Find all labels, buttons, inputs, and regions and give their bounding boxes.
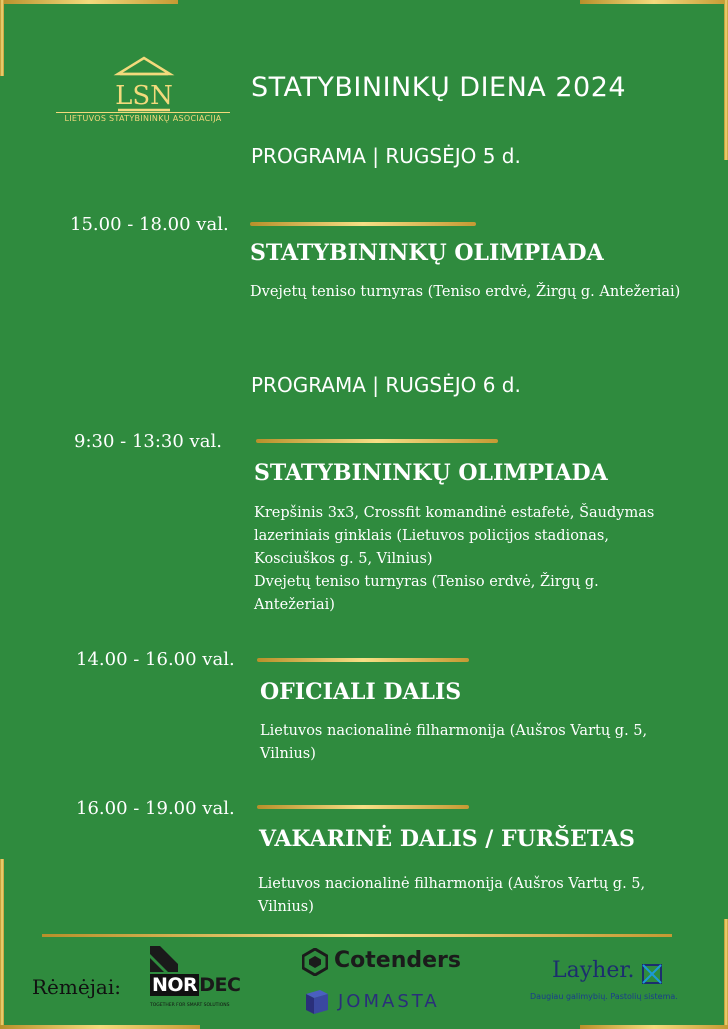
cotenders-wordmark: Cotenders [334,948,461,973]
description-line: Lietuvos nacionalinė filharmonija (Aušros Vartų g. 5, [260,723,648,739]
logo-divider [56,112,230,113]
corner-accent-top-right [580,0,728,4]
event-description [260,720,647,766]
description-line: Lietuvos nacionalinė filharmonija (Aušros Vartų g. 5, [258,876,646,892]
event-time: 14.00 - 16.00 val. [76,649,235,670]
program-day2-label: PROGRAMA | RUGSĖJO 6 d. [251,373,521,397]
event-title: OFICIALI DALIS [260,679,462,705]
corner-accent-top-right-vertical [724,0,728,160]
gold-divider [256,439,498,443]
event-title: STATYBININKŲ OLIMPIADA [250,240,604,266]
description-line: Dvejetų teniso turnyras (Teniso erdvė, Žirgų g. [254,574,599,590]
event-title: STATYBININKŲ OLIMPIADA [254,460,608,486]
event-time: 16.00 - 19.00 val. [76,798,235,819]
cotenders-hexagon-icon [302,948,328,976]
event-description [250,281,680,304]
layher-scaffold-icon [642,964,662,984]
jomasta-wordmark: JOMASTA [338,991,440,1012]
gold-divider [257,658,469,662]
layher-tagline: Daugiau galimybių. Pastolių sistema. [530,992,678,1001]
corner-accent-bottom-left-vertical [0,859,4,1029]
layher-wordmark: Layher. [552,958,635,983]
gold-divider [257,805,469,809]
program-day1-label: PROGRAMA | RUGSĖJO 5 d. [251,144,521,168]
corner-accent-top-left [0,0,178,4]
gold-divider [250,222,476,226]
description-line: Kosciuškos g. 5, Vilnius) [254,551,433,567]
corner-accent-bottom-right-vertical [724,919,728,1029]
description-line: Vilnius) [260,746,316,762]
sponsor-nordec-logo [150,946,242,1016]
sponsors-divider [42,934,672,937]
logo-text: LIETUVOS STATYBININKŲ ASOCIACIJA [64,114,222,123]
jomasta-cube-icon [306,990,328,1014]
corner-accent-bottom-left [0,1025,200,1029]
description-line: Antežeriai) [254,597,335,613]
event-description [258,873,645,919]
description-line: Dvejetų teniso turnyras (Teniso erdvė, Žirgų g. Antežeriai) [250,284,681,300]
nordec-mark-icon [150,946,178,972]
event-time: 9:30 - 13:30 val. [74,431,222,452]
description-line: Krepšinis 3x3, Crossfit komandinė estafetė, Šaudymas [254,505,655,521]
nordec-wordmark: NOR DEC [152,974,241,996]
event-title: VAKARINĖ DALIS / FURŠETAS [259,826,635,852]
logo-monogram: LSN [115,81,173,111]
event-time: 15.00 - 18.00 val. [70,214,229,235]
description-line: lazeriniais ginklais (Lietuvos policijos stadionas, [254,528,609,544]
event-description [254,502,654,617]
description-line: Vilnius) [258,899,314,915]
page-title: STATYBININKŲ DIENA 2024 [251,72,627,103]
sponsors-label: Rėmėjai: [32,975,121,999]
corner-accent-top-left-vertical [0,0,4,76]
nordec-tagline: TOGETHER FOR SMART SOLUTIONS [150,1003,230,1008]
corner-accent-bottom-right [580,1025,728,1029]
sponsor-layher-logo [528,958,678,1008]
